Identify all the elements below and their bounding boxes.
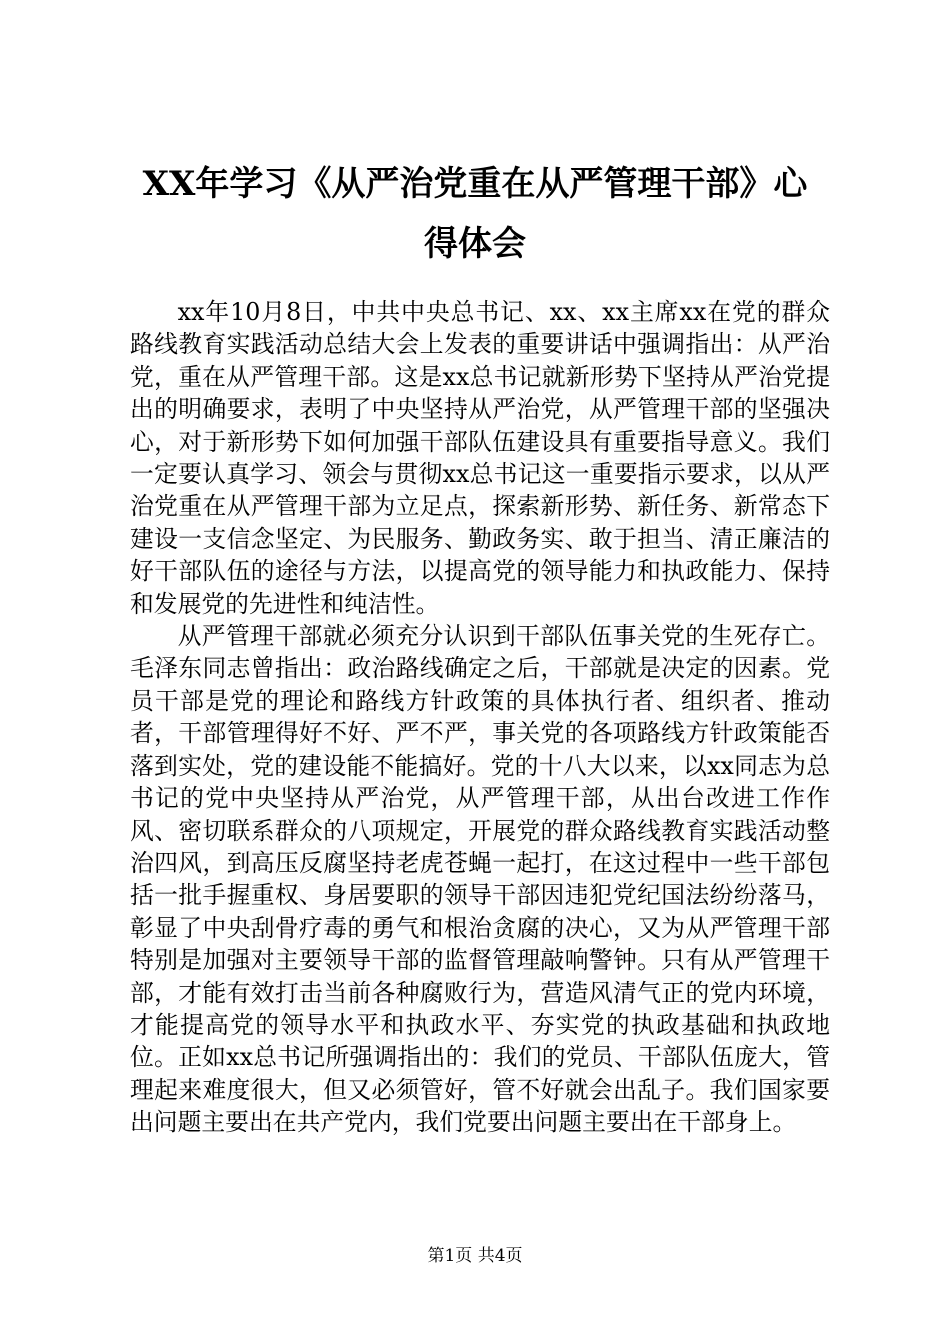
page-footer: 第1页 共4页 [427, 1246, 523, 1266]
document-title-line-1: XX年学习《从严治党重在从严管理干部》心 [142, 164, 808, 204]
paragraph-2: 从严管理干部就必须充分认识到干部队伍事关党的生死存亡。毛泽东同志曾指出：政治路线确定之后，干部就是决定的因素。党员干部是党的理论和路线方针政策的具体执行者、组织者、推动者，干部管理得好不好、严不严，事关党的各项路线方针政策能否落到实处，党的建设能不能搞好。党的十八大以来，以xx同志为总书记的党中央坚持从严治党，从严管理干部，从出台改进工作作风、密切联系群众的八项规定，开展党的群众路线教育实践活动整治四风，到高压反腐坚持老虎苍蝇一起打，在这过程中一些干部包括一批手握重权、身居要职的领导干部因违犯党纪国法纷纷落马，彰显了中央刮骨疗毒的勇气和根治贪腐的决心，又为从严管理干部特别是加强对主要领导干部的监督管理敲响警钟。只有从严管理干部，才能有效打击当前各种腐败行为，营造风清气正的党内环境，才能提高党的领导水平和执政水平、夯实党的执政基础和执政地位。正如xx总书记所强调指出的：我们的党员、干部队伍庞大，管理起来难度很大，但又必须管好，管不好就会出乱子。我们国家要出问题主要出在共产党内，我们党要出问题主要出在干部身上。 [130, 622, 830, 1137]
paragraph-1: xx年10月8日，中共中央总书记、xx、xx主席xx在党的群众路线教育实践活动总结大会上发表的重要讲话中强调指出：从严治党，重在从严管理干部。这是xx总书记就新形势下坚持从严治党提出的明确要求，表明了中央坚持从严治党，从严管理干部的坚强决心，对于新形势下如何加强干部队伍建设具有重要指导意义。我们一定要认真学习、领会与贯彻xx总书记这一重要指示要求，以从严治党重在从严管理干部为立足点，探索新形势、新任务、新常态下建设一支信念坚定、为民服务、勤政务实、敢于担当、清正廉洁的好干部队伍的途径与方法，以提高党的领导能力和执政能力、保持和发展党的先进性和纯洁性。 [130, 298, 830, 618]
document-title-line-2: 得体会 [424, 224, 526, 264]
document-body [130, 296, 830, 1139]
